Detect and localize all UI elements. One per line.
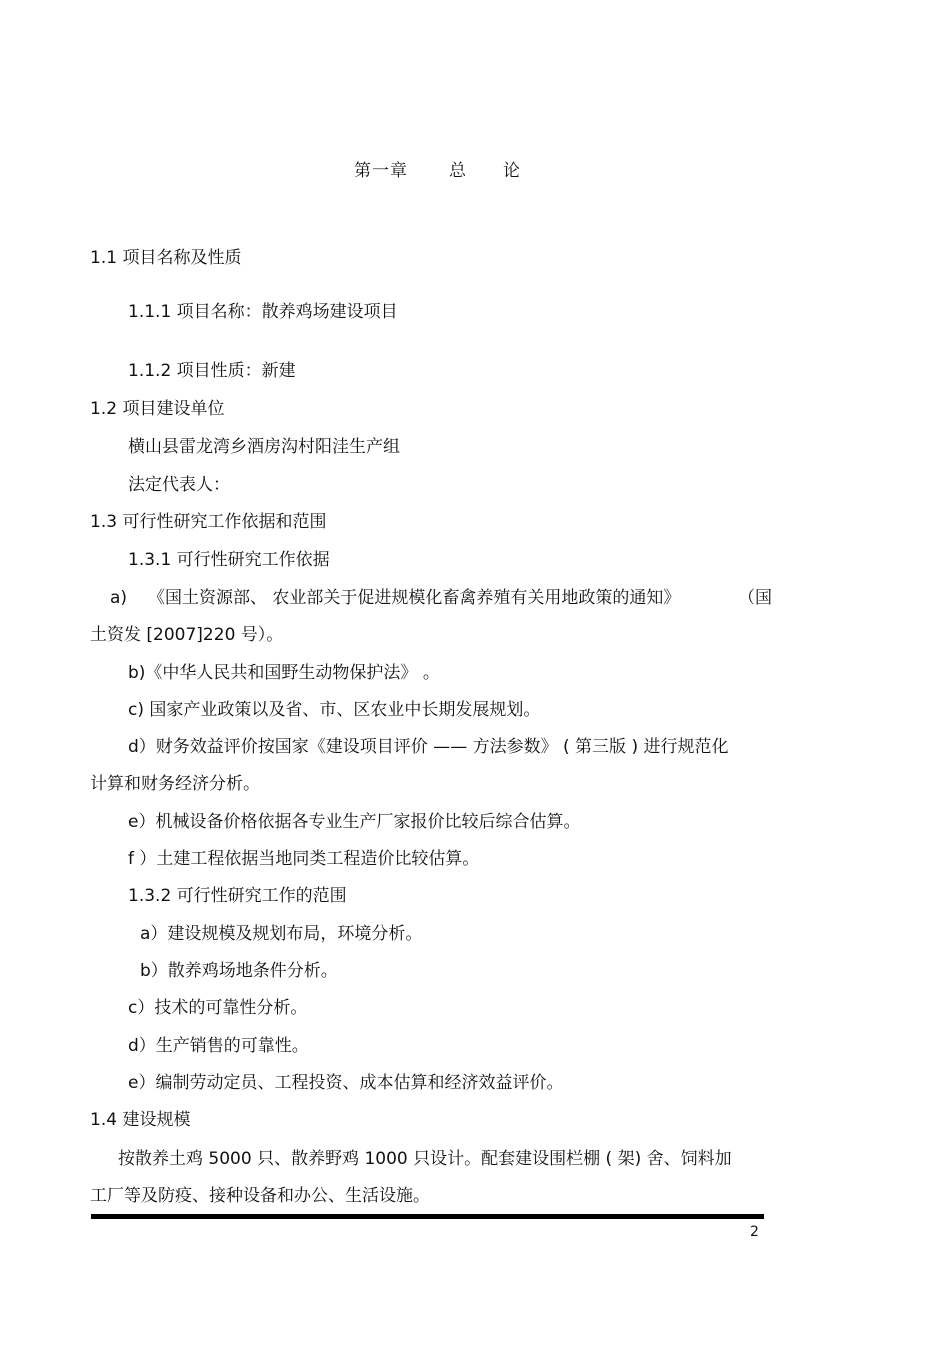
basis-e: e）机械设备价格依据各专业生产厂家报价比较后综合估算。 — [128, 812, 581, 832]
legal-representative: 法定代表人： — [128, 475, 230, 495]
chapter-number: 第一章 — [354, 161, 408, 181]
scale-line-1: 按散养土鸡 5000 只、散养野鸡 1000 只设计。配套建设围栏棚 ( 架) 舍、饲料加 — [118, 1149, 732, 1169]
section-1-2-heading: 1.2 项目建设单位 — [90, 399, 225, 419]
basis-d-line-1: d）财务效益评价按国家《建设项目评价 —— 方法参数》 ( 第三版 ) 进行规范化 — [128, 737, 729, 757]
project-name: 1.1.1 项目名称：散养鸡场建设项目 — [128, 302, 398, 322]
section-1-4-heading: 1.4 建设规模 — [90, 1110, 191, 1130]
scope-c: c）技术的可靠性分析。 — [128, 998, 308, 1018]
basis-a-tail: （国 — [738, 588, 772, 608]
chapter-title: 总 论 — [449, 161, 530, 181]
basis-d-line-2: 计算和财务经济分析。 — [90, 774, 260, 794]
basis-a-label: a) — [110, 588, 128, 608]
construction-unit: 横山县雷龙湾乡酒房沟村阳洼生产组 — [128, 437, 400, 457]
scope-d: d）生产销售的可靠性。 — [128, 1036, 309, 1056]
section-1-3-heading: 1.3 可行性研究工作依据和范围 — [90, 512, 327, 532]
page-number: 2 — [750, 1224, 759, 1240]
section-1-3-1-heading: 1.3.1 可行性研究工作依据 — [128, 550, 330, 570]
basis-a-continuation: 土资发 [2007]220 号）。 — [90, 625, 284, 645]
scope-a: a）建设规模及规划布局，环境分析。 — [140, 924, 423, 944]
scope-b: b）散养鸡场地条件分析。 — [140, 961, 338, 981]
basis-b: b)《中华人民共和国野生动物保护法》 。 — [128, 663, 440, 683]
basis-a-text: 《国土资源部、 农业部关于促进规模化畜禽养殖有关用地政策的通知》 — [148, 588, 681, 608]
basis-c: c) 国家产业政策以及省、市、区农业中长期发展规划。 — [128, 700, 541, 720]
project-nature: 1.1.2 项目性质：新建 — [128, 361, 296, 381]
scope-e: e）编制劳动定员、工程投资、成本估算和经济效益评价。 — [128, 1073, 564, 1093]
scale-line-2: 工厂等及防疫、接种设备和办公、生活设施。 — [90, 1186, 430, 1206]
footer-rule — [91, 1214, 764, 1219]
section-1-1-heading: 1.1 项目名称及性质 — [90, 248, 242, 268]
section-1-3-2-heading: 1.3.2 可行性研究工作的范围 — [128, 886, 347, 906]
basis-f: f ）土建工程依据当地同类工程造价比较估算。 — [128, 849, 480, 869]
